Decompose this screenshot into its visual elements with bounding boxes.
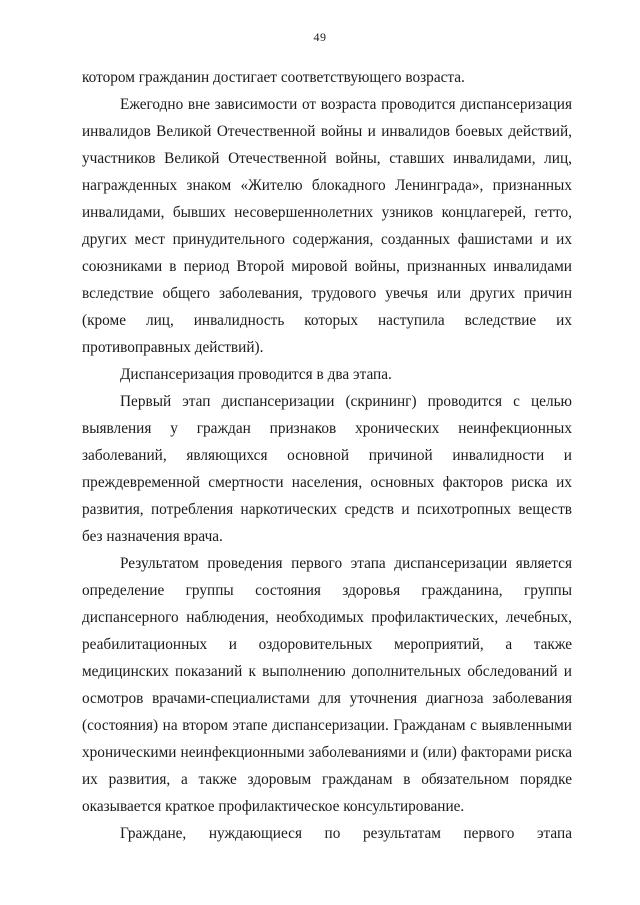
paragraph-two-stages: Диспансеризация проводится в два этапа.: [120, 366, 392, 383]
page-number: 49: [313, 30, 327, 44]
paragraph-annual-dispensarization: Ежегодно вне зависимости от возраста проводится диспансеризация инвалидов Великой Отечественной войны и инвалидов боевых действий, участников Великой Отечественной войны, ставших инвалидами, лиц, награжденных знаком «Жителю блокадного Ленинграда», признанных инвалидами, бывших несовершеннолетних узников концлагерей, гетто, других мест принудительного содержания, созданных фашистами и их союзниками в период Второй мировой войны, признанных инвалидами вследствие общего заболевания, трудового увечья или других причин (кроме лиц, инвалидность которых наступила вследствие их противоправных действий).: [82, 96, 572, 356]
paragraph-first-stage-screening: Первый этап диспансеризации (скрининг) проводится с целью выявления у граждан признаков хронических неинфекционных заболеваний, являющихся основной причиной инвалидности и преждевременной смертности населения, основных факторов риска их развития, потребления наркотических средств и психотропных веществ без назначения врача.: [82, 393, 572, 545]
document-body: [82, 64, 572, 847]
paragraph-first-stage-result: Результатом проведения первого этапа диспансеризации является определение группы состояния здоровья гражданина, группы диспансерного наблюдения, необходимых профилактических, лечебных, реабилитационных и оздоровительных мероприятий, а также медицинских показаний к выполнению дополнительных обследований и осмотров врачами-специалистами для уточнения диагноза заболевания (состояния) на втором этапе диспансеризации. Гражданам с выявленными хроническими неинфекционными заболеваниями и (или) факторами риска их развития, а также здоровым гражданам в обязательном порядке оказывается краткое профилактическое консультирование.: [82, 555, 572, 815]
paragraph-citizens-in-need: Граждане, нуждающиеся по результатам первого этапа: [120, 825, 572, 842]
paragraph-continuation: котором гражданин достигает соответствующего возраста.: [82, 69, 465, 86]
